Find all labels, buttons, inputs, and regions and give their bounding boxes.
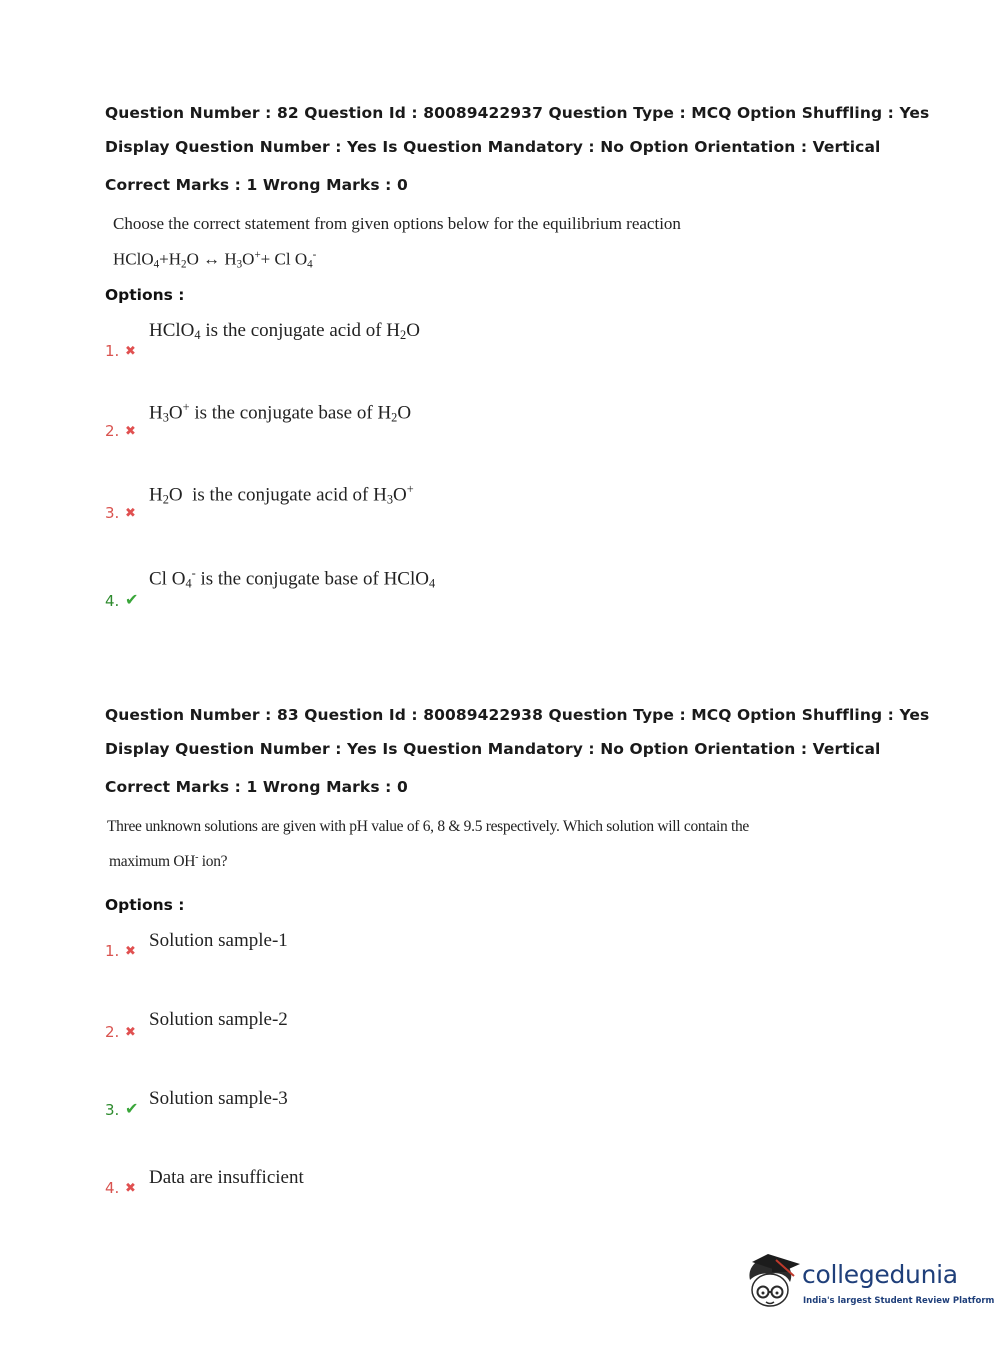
option-number: 1. bbox=[105, 942, 120, 960]
option-1[interactable] bbox=[105, 320, 605, 360]
option-text: $H_2O$ is the conjugate acid of $H_3O^+$ bbox=[149, 482, 414, 507]
option-1[interactable] bbox=[105, 930, 605, 960]
option-text: Cl $O_4^-$ is the conjugate base of HClO$_4$ bbox=[149, 566, 436, 591]
brand-tagline: India's largest Student Review Platform bbox=[803, 1296, 995, 1306]
question-text: Choose the correct statement from given options below for the equilibrium reaction bbox=[113, 214, 681, 233]
question-meta-line2: Display Question Number : Yes Is Question Mandatory : No Option Orientation : Vertical bbox=[105, 138, 881, 156]
option-number: 3. bbox=[105, 504, 120, 522]
option-number: 1. bbox=[105, 342, 120, 360]
check-mark-icon: ✔ bbox=[125, 1099, 139, 1118]
equilibrium-equation: $HClO_4+H_2O$ ↔ $H_3O^++ Cl$ $O_4^-$ bbox=[113, 249, 317, 271]
question-meta-line1: Question Number : 83 Question Id : 80089422938 Question Type : MCQ Option Shuffling : Yes bbox=[105, 706, 930, 724]
option-number: 4. bbox=[105, 1179, 120, 1197]
option-text: Solution sample-2 bbox=[149, 1009, 288, 1030]
option-2[interactable] bbox=[105, 400, 605, 440]
option-text: Solution sample-1 bbox=[149, 930, 288, 951]
option-text: Solution sample-3 bbox=[149, 1088, 288, 1109]
option-3[interactable] bbox=[105, 1088, 605, 1119]
collegedunia-logo[interactable] bbox=[742, 1250, 995, 1320]
option-2[interactable] bbox=[105, 1009, 605, 1041]
option-number: 4. bbox=[105, 592, 120, 610]
wrong-mark-icon: ✖ bbox=[125, 506, 136, 521]
option-number: 2. bbox=[105, 422, 120, 440]
wrong-mark-icon: ✖ bbox=[125, 424, 136, 439]
question-text: Three unknown solutions are given with pH value of 6, 8 & 9.5 respectively. Which solution will contain the bbox=[107, 818, 750, 835]
option-4[interactable] bbox=[105, 566, 605, 610]
question-marks-line: Correct Marks : 1 Wrong Marks : 0 bbox=[105, 778, 408, 796]
option-number: 3. bbox=[105, 1101, 120, 1119]
question-meta-line1: Question Number : 82 Question Id : 80089422937 Question Type : MCQ Option Shuffling : Yes bbox=[105, 104, 930, 122]
wrong-mark-icon: ✖ bbox=[125, 1181, 136, 1196]
question-marks-line: Correct Marks : 1 Wrong Marks : 0 bbox=[105, 176, 408, 194]
question-text-line2: maximum OH- ion? bbox=[109, 852, 228, 871]
option-3[interactable] bbox=[105, 482, 605, 522]
option-4[interactable] bbox=[105, 1167, 605, 1197]
mascot-icon bbox=[742, 1250, 802, 1314]
wrong-mark-icon: ✖ bbox=[125, 1025, 136, 1040]
brand-name: collegedunia bbox=[802, 1260, 958, 1289]
wrong-mark-icon: ✖ bbox=[125, 944, 136, 959]
option-number: 2. bbox=[105, 1023, 120, 1041]
option-text: $H_3O^+$ is the conjugate base of $H_2O$ bbox=[149, 400, 412, 425]
question-meta-line2: Display Question Number : Yes Is Question Mandatory : No Option Orientation : Vertical bbox=[105, 740, 881, 758]
check-mark-icon: ✔ bbox=[125, 590, 139, 609]
option-text: HClO$_4$ is the conjugate acid of $H_2O$ bbox=[149, 320, 420, 343]
option-text: Data are insufficient bbox=[149, 1167, 304, 1188]
options-label: Options : bbox=[105, 896, 185, 914]
wrong-mark-icon: ✖ bbox=[125, 344, 136, 359]
options-label: Options : bbox=[105, 286, 185, 304]
